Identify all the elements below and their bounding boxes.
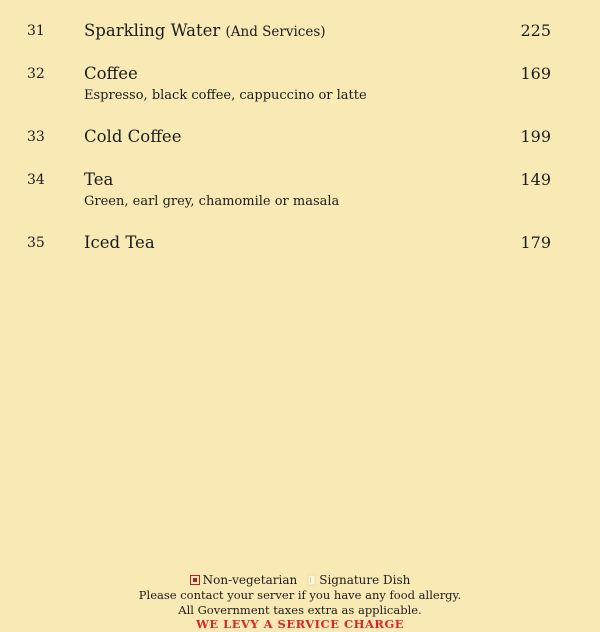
item-name: Iced Tea <box>84 233 155 252</box>
legend-signature <box>307 572 410 588</box>
item-number: 34 <box>27 172 45 188</box>
item-number: 35 <box>27 235 45 251</box>
service-charge-note: WE LEVY A SERVICE CHARGE <box>195 617 405 631</box>
signature-label: Signature Dish <box>319 573 411 587</box>
item-number: 31 <box>27 23 45 39</box>
item-description: Espresso, black coffee, cappuccino or latte <box>84 88 367 103</box>
item-price: 225 <box>520 21 551 40</box>
tax-note: All Government taxes extra as applicable. <box>178 602 422 617</box>
item-description: Green, earl grey, chamomile or masala <box>84 194 340 209</box>
allergy-note: Please contact your server if you have any food allergy. <box>138 588 462 602</box>
item-name-text: Sparkling Water <box>84 21 221 40</box>
item-price: 169 <box>520 64 551 83</box>
item-number: 33 <box>27 129 45 145</box>
item-name: Coffee <box>84 64 138 83</box>
item-name <box>84 21 326 42</box>
legend-non-veg <box>190 572 298 588</box>
legend <box>0 572 600 588</box>
item-price: 149 <box>520 170 551 189</box>
item-name: Tea <box>84 170 114 189</box>
item-name-suffix: (And Services) <box>225 24 326 40</box>
non-veg-icon <box>190 575 200 585</box>
item-price: 179 <box>520 233 551 252</box>
menu-footer <box>0 572 600 632</box>
item-name: Cold Coffee <box>84 127 182 146</box>
item-number: 32 <box>27 66 45 82</box>
non-veg-label: Non-vegetarian <box>202 573 298 587</box>
item-price: 199 <box>520 127 551 146</box>
signature-dish-icon <box>307 574 316 586</box>
